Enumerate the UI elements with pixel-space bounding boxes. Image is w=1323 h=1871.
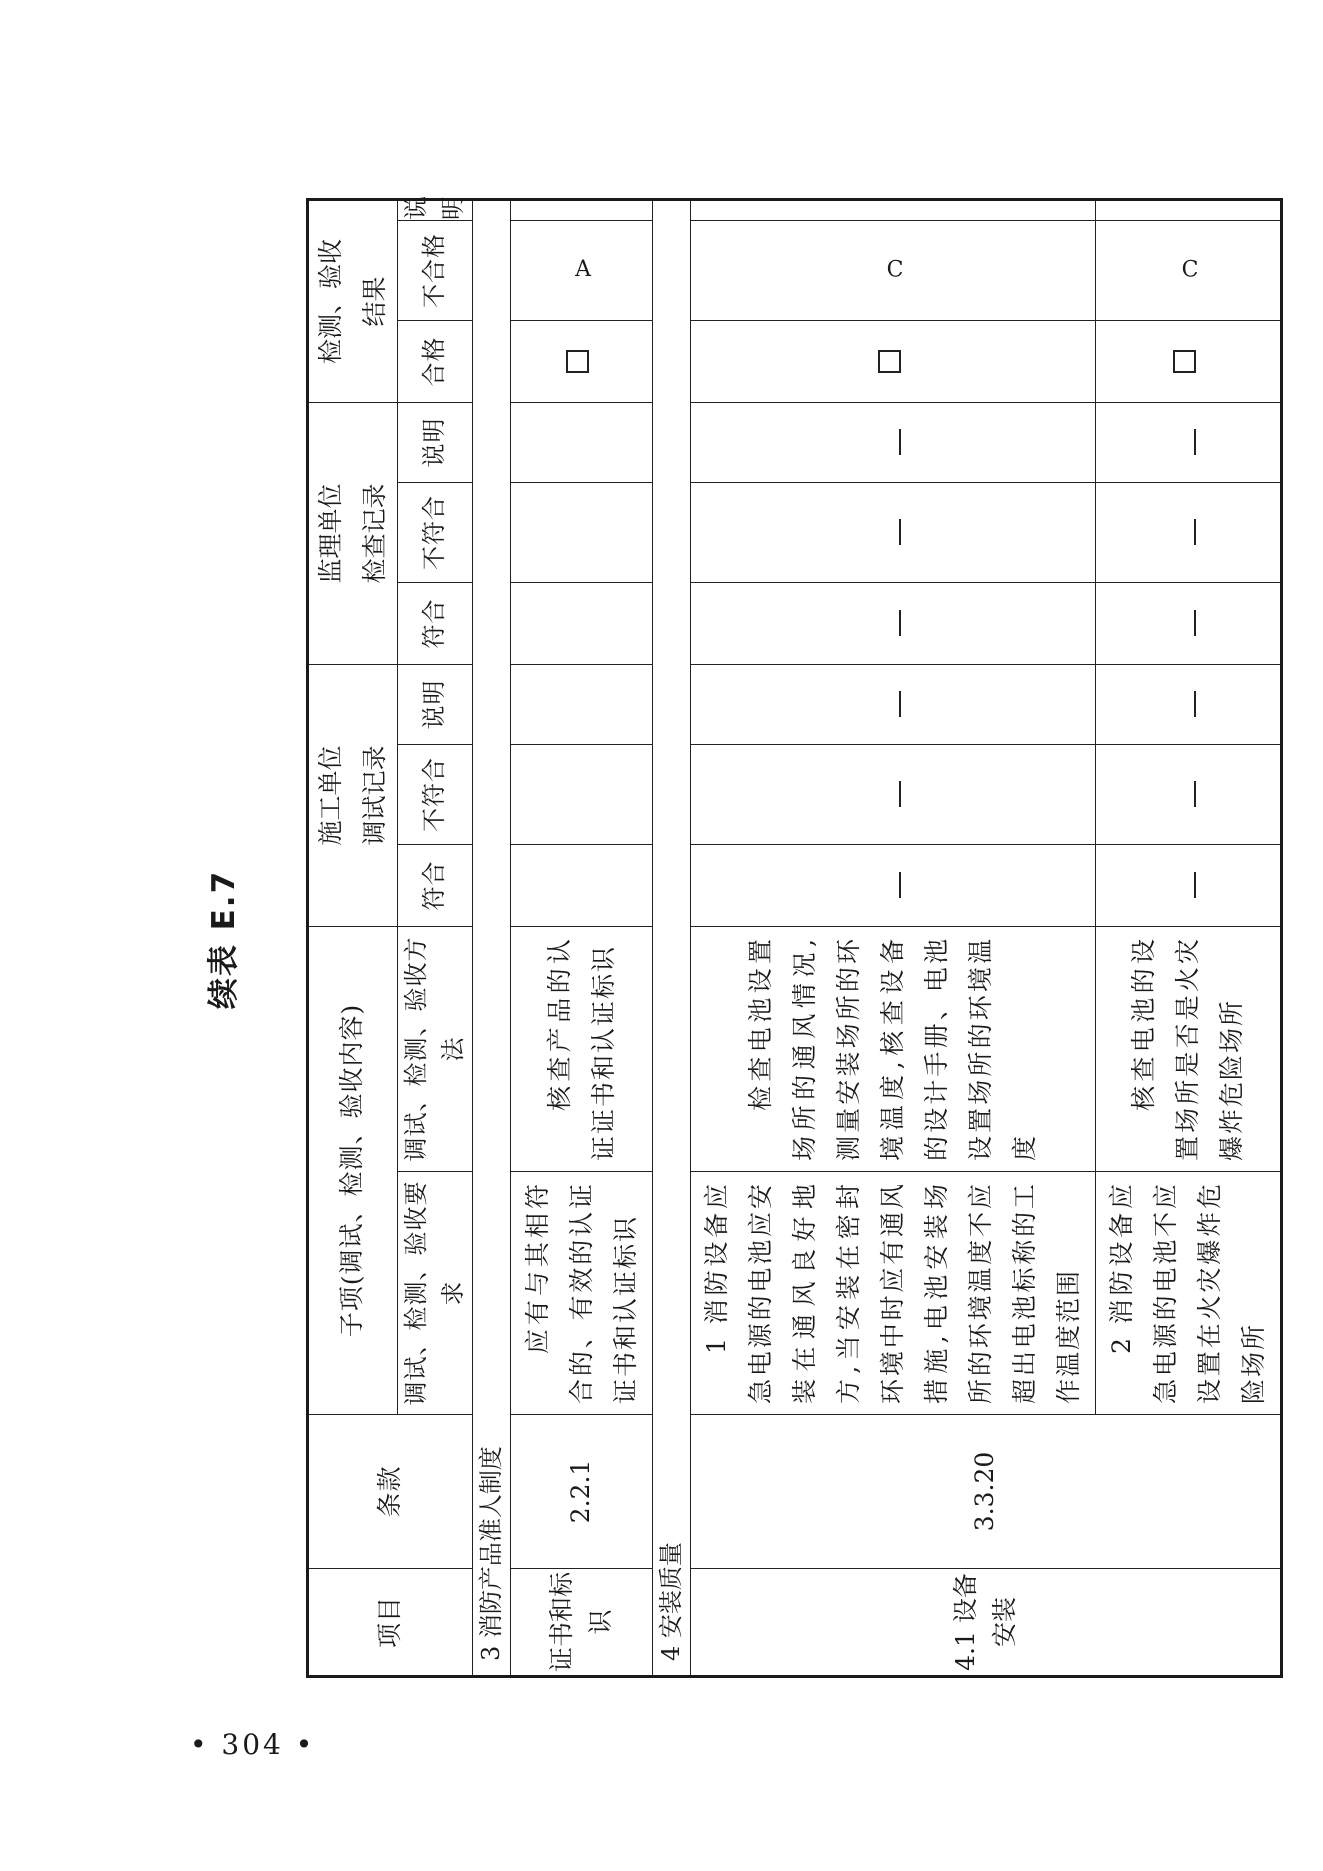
dash-mark (1194, 610, 1196, 636)
dash-mark (899, 429, 901, 455)
dash-mark (1194, 429, 1196, 455)
header-method: 调试、检测、验收方法 (397, 926, 472, 1171)
row1-item: 证书和标识 (511, 1569, 653, 1677)
dash-mark (899, 872, 901, 898)
row3-method: 核查电池的设置场所是否是火灾爆炸危险场所 (1096, 926, 1282, 1171)
dash-mark (1194, 519, 1196, 545)
row3-qualified-checkbox[interactable] (1173, 350, 1196, 373)
row3-requirement: 2 消防设备应急电源的电池不应设置在火灾爆炸危险场所 (1096, 1172, 1282, 1415)
dash-mark (899, 519, 901, 545)
row3-supervision-note[interactable] (1096, 402, 1282, 482)
row1-result-note[interactable] (511, 199, 653, 220)
row3-qualified[interactable] (1096, 320, 1282, 402)
dash-mark (1194, 872, 1196, 898)
row3-construction-note[interactable] (1096, 664, 1282, 744)
row2-supervision-note[interactable] (691, 402, 1096, 482)
row1-supervision-nonconform[interactable] (511, 482, 653, 582)
header-requirement: 调试、检测、验收要求 (397, 1172, 472, 1415)
header-construction-note: 说明 (397, 664, 472, 744)
row2-construction-conform[interactable] (691, 844, 1096, 926)
header-supervision-record: 监理单位 检查记录 (308, 402, 398, 664)
header-construction-nonconform: 不符合 (397, 744, 472, 844)
page-number: • 304 • (190, 1728, 316, 1761)
header-construction-conform: 符合 (397, 844, 472, 926)
row2-method: 检查电池设置场所的通风情况,测量安装场所的环境温度,核查设备的设计手册、电池设置场所的环境温度 (691, 926, 1096, 1171)
header-construction-record: 施工单位 调试记录 (308, 664, 398, 926)
row2-item: 4.1 设备安装 (691, 1569, 1282, 1677)
row3-supervision-conform[interactable] (1096, 582, 1282, 664)
dash-mark (1194, 781, 1196, 807)
header-item: 项目 (308, 1569, 473, 1677)
section-installation-quality: 4 安装质量 (653, 199, 691, 1676)
row1-requirement: 应有与其相符合的、有效的认证证书和认证标识 (511, 1172, 653, 1415)
row1-construction-nonconform[interactable] (511, 744, 653, 844)
row1-qualified-checkbox[interactable] (566, 350, 589, 373)
row1-supervision-conform[interactable] (511, 582, 653, 664)
header-qualified: 合格 (397, 320, 472, 402)
row2-clause: 3.3.20 (691, 1415, 1282, 1569)
row1-method: 核查产品的认证证书和认证标识 (511, 926, 653, 1171)
row1-construction-conform[interactable] (511, 844, 653, 926)
row2-supervision-nonconform[interactable] (691, 482, 1096, 582)
row2-requirement: 1 消防设备应急电源的电池应安装在通风良好地方,当安装在密封环境中时应有通风措施,电池安装场所的环境温度不应超出电池标称的工作温度范围 (691, 1172, 1096, 1415)
row3-unqualified[interactable] (1096, 220, 1282, 320)
header-clause: 条款 (308, 1415, 473, 1569)
header-supervision-note: 说明 (397, 402, 472, 482)
dash-mark (1194, 691, 1196, 717)
row2-unqualified[interactable] (691, 220, 1096, 320)
dash-mark (899, 610, 901, 636)
table-caption: 续表 E.7 (206, 869, 242, 1010)
dash-mark (899, 691, 901, 717)
row2-supervision-conform[interactable] (691, 582, 1096, 664)
rotated-table-sheet (188, 194, 1273, 1678)
row3-supervision-nonconform[interactable] (1096, 482, 1282, 582)
row2-construction-nonconform[interactable] (691, 744, 1096, 844)
row3-construction-conform[interactable] (1096, 844, 1282, 926)
row2-qualified[interactable] (691, 320, 1096, 402)
row1-construction-note[interactable] (511, 664, 653, 744)
dash-mark (899, 781, 901, 807)
header-supervision-conform: 符合 (397, 582, 472, 664)
row1-unqualified[interactable] (511, 220, 653, 320)
inspection-table (306, 194, 1283, 1678)
row1-supervision-note[interactable] (511, 402, 653, 482)
row1-clause: 2.2.1 (511, 1415, 653, 1569)
header-sub-item: 子项(调试、检测、验收内容) (308, 926, 398, 1414)
section-product-admission: 3 消防产品准人制度 (472, 199, 510, 1676)
row1-qualified[interactable] (511, 320, 653, 402)
row2-construction-note[interactable] (691, 664, 1096, 744)
header-supervision-nonconform: 不符合 (397, 482, 472, 582)
row1-result-mark: A (575, 257, 592, 283)
row2-result-mark: C (886, 257, 904, 283)
header-inspection-result: 检测、验收 结果 (308, 199, 398, 402)
row3-result-mark: C (1181, 257, 1199, 283)
row2-qualified-checkbox[interactable] (878, 350, 901, 373)
header-result-note: 说明 (397, 199, 472, 220)
row2-result-note[interactable] (691, 199, 1096, 220)
header-unqualified: 不合格 (397, 220, 472, 320)
row3-construction-nonconform[interactable] (1096, 744, 1282, 844)
row3-result-note[interactable] (1096, 199, 1282, 220)
